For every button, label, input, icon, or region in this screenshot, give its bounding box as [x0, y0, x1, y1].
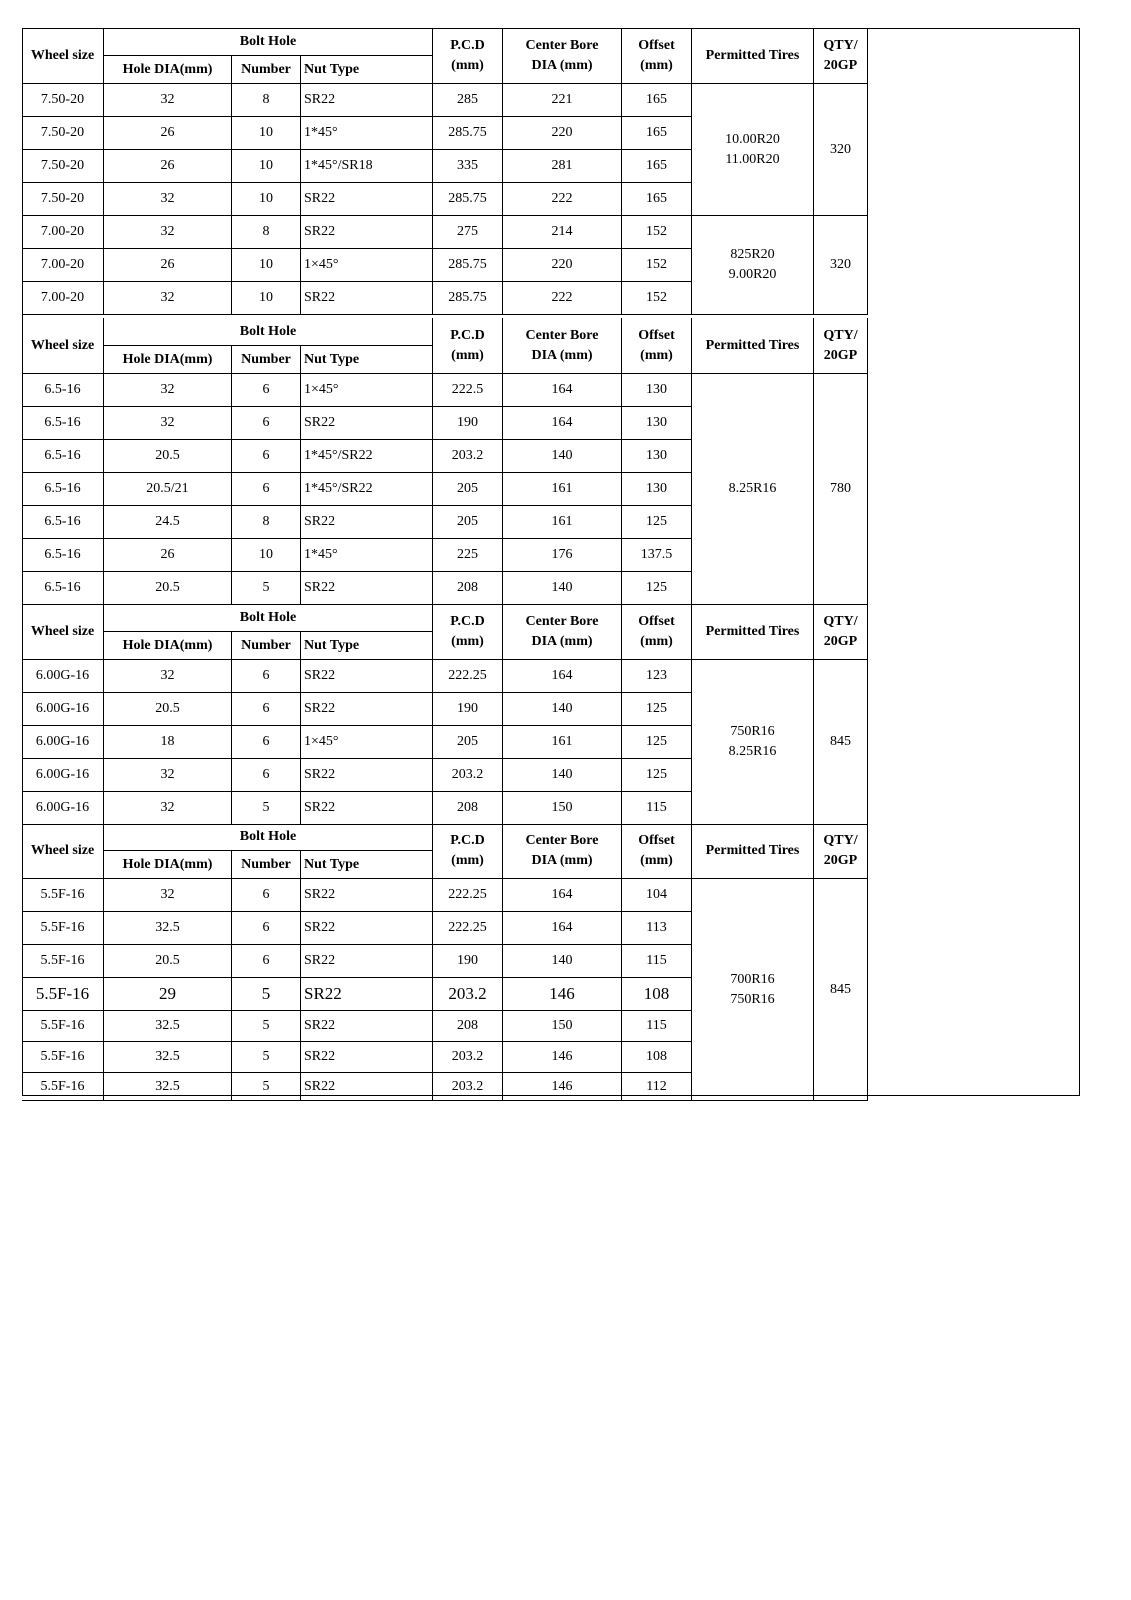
cell-hole-dia: 20.5: [104, 572, 232, 605]
cell-nut-type: 1*45°/SR22: [301, 473, 433, 506]
cell-nut-type: 1*45°: [301, 539, 433, 572]
cell-offset: 165: [622, 84, 692, 117]
cell-center-bore: 146: [503, 1073, 622, 1101]
header-number: Number: [232, 851, 301, 879]
permitted-tires-cell: 750R16 8.25R16: [692, 660, 814, 825]
cell-hole-dia: 26: [104, 117, 232, 150]
cell-number: 6: [232, 407, 301, 440]
cell-number: 6: [232, 945, 301, 978]
cell-hole-dia: 32: [104, 407, 232, 440]
cell-number: 6: [232, 374, 301, 407]
header-center-bore: Center Bore DIA (mm): [503, 823, 622, 879]
cell-hole-dia: 32: [104, 879, 232, 912]
cell-pcd: 205: [433, 473, 503, 506]
cell-wheel-size: 7.50-20: [22, 150, 104, 183]
cell-offset: 108: [622, 978, 692, 1011]
cell-offset: 152: [622, 282, 692, 315]
qty-cell: 320: [814, 216, 868, 315]
cell-wheel-size: 6.5-16: [22, 539, 104, 572]
header-pcd: P.C.D (mm): [433, 28, 503, 84]
cell-nut-type: 1*45°/SR22: [301, 440, 433, 473]
cell-number: 6: [232, 726, 301, 759]
cell-center-bore: 140: [503, 693, 622, 726]
permitted-tires-cell: 8.25R16: [692, 374, 814, 605]
header-bolt-hole: Bolt Hole: [104, 28, 433, 56]
cell-offset: 112: [622, 1073, 692, 1101]
cell-pcd: 205: [433, 506, 503, 539]
cell-center-bore: 222: [503, 282, 622, 315]
cell-pcd: 222.25: [433, 879, 503, 912]
cell-number: 10: [232, 117, 301, 150]
cell-pcd: 203.2: [433, 1073, 503, 1101]
qty-cell: 320: [814, 84, 868, 216]
cell-center-bore: 164: [503, 912, 622, 945]
header-qty: QTY/ 20GP: [814, 604, 868, 660]
cell-wheel-size: 6.00G-16: [22, 660, 104, 693]
cell-number: 6: [232, 693, 301, 726]
cell-nut-type: SR22: [301, 84, 433, 117]
cell-wheel-size: 6.00G-16: [22, 759, 104, 792]
cell-center-bore: 176: [503, 539, 622, 572]
cell-number: 10: [232, 282, 301, 315]
header-offset: Offset (mm): [622, 318, 692, 374]
cell-pcd: 203.2: [433, 440, 503, 473]
cell-wheel-size: 5.5F-16: [22, 945, 104, 978]
cell-number: 5: [232, 1073, 301, 1101]
cell-nut-type: 1×45°: [301, 726, 433, 759]
header-offset: Offset (mm): [622, 28, 692, 84]
cell-offset: 125: [622, 693, 692, 726]
cell-center-bore: 140: [503, 759, 622, 792]
header-pcd: P.C.D (mm): [433, 318, 503, 374]
cell-center-bore: 140: [503, 440, 622, 473]
cell-pcd: 222.25: [433, 660, 503, 693]
header-wheel-size: Wheel size: [22, 823, 104, 879]
cell-wheel-size: 6.00G-16: [22, 693, 104, 726]
header-nut-type: Nut Type: [301, 632, 433, 660]
cell-offset: 152: [622, 216, 692, 249]
cell-nut-type: 1×45°: [301, 374, 433, 407]
cell-hole-dia: 18: [104, 726, 232, 759]
cell-nut-type: SR22: [301, 1042, 433, 1073]
cell-wheel-size: 5.5F-16: [22, 1011, 104, 1042]
cell-hole-dia: 26: [104, 539, 232, 572]
cell-hole-dia: 26: [104, 249, 232, 282]
cell-center-bore: 161: [503, 473, 622, 506]
cell-nut-type: SR22: [301, 978, 433, 1011]
cell-nut-type: SR22: [301, 1011, 433, 1042]
cell-pcd: 208: [433, 1011, 503, 1042]
header-nut-type: Nut Type: [301, 56, 433, 84]
cell-pcd: 285.75: [433, 117, 503, 150]
cell-offset: 125: [622, 726, 692, 759]
cell-pcd: 285.75: [433, 282, 503, 315]
cell-wheel-size: 6.5-16: [22, 407, 104, 440]
cell-hole-dia: 20.5: [104, 440, 232, 473]
cell-pcd: 335: [433, 150, 503, 183]
header-qty: QTY/ 20GP: [814, 28, 868, 84]
cell-wheel-size: 6.5-16: [22, 473, 104, 506]
cell-nut-type: SR22: [301, 506, 433, 539]
qty-cell: 845: [814, 660, 868, 825]
cell-center-bore: 140: [503, 945, 622, 978]
header-bolt-hole: Bolt Hole: [104, 823, 433, 851]
cell-wheel-size: 6.00G-16: [22, 726, 104, 759]
cell-hole-dia: 26: [104, 150, 232, 183]
cell-hole-dia: 29: [104, 978, 232, 1011]
cell-nut-type: SR22: [301, 912, 433, 945]
cell-offset: 125: [622, 759, 692, 792]
cell-offset: 130: [622, 440, 692, 473]
cell-offset: 130: [622, 374, 692, 407]
cell-number: 10: [232, 539, 301, 572]
cell-offset: 165: [622, 150, 692, 183]
cell-offset: 104: [622, 879, 692, 912]
cell-number: 6: [232, 912, 301, 945]
header-hole-dia: Hole DIA(mm): [104, 851, 232, 879]
qty-cell: 845: [814, 879, 868, 1101]
cell-wheel-size: 7.00-20: [22, 249, 104, 282]
cell-number: 5: [232, 792, 301, 825]
cell-hole-dia: 32: [104, 282, 232, 315]
cell-number: 5: [232, 1042, 301, 1073]
cell-center-bore: 220: [503, 117, 622, 150]
cell-wheel-size: 5.5F-16: [22, 879, 104, 912]
cell-center-bore: 164: [503, 407, 622, 440]
cell-number: 6: [232, 440, 301, 473]
cell-number: 6: [232, 473, 301, 506]
permitted-tires-cell: 700R16 750R16: [692, 879, 814, 1101]
cell-hole-dia: 20.5: [104, 945, 232, 978]
header-offset: Offset (mm): [622, 604, 692, 660]
header-bolt-hole: Bolt Hole: [104, 318, 433, 346]
cell-pcd: 285: [433, 84, 503, 117]
cell-center-bore: 164: [503, 879, 622, 912]
cell-pcd: 190: [433, 693, 503, 726]
cell-nut-type: SR22: [301, 792, 433, 825]
cell-hole-dia: 32.5: [104, 1011, 232, 1042]
header-pcd: P.C.D (mm): [433, 823, 503, 879]
cell-number: 8: [232, 84, 301, 117]
cell-nut-type: SR22: [301, 759, 433, 792]
cell-number: 10: [232, 183, 301, 216]
cell-center-bore: 214: [503, 216, 622, 249]
cell-number: 6: [232, 879, 301, 912]
header-pcd: P.C.D (mm): [433, 604, 503, 660]
cell-nut-type: SR22: [301, 183, 433, 216]
header-hole-dia: Hole DIA(mm): [104, 56, 232, 84]
header-qty: QTY/ 20GP: [814, 823, 868, 879]
header-wheel-size: Wheel size: [22, 318, 104, 374]
cell-pcd: 222.25: [433, 912, 503, 945]
cell-nut-type: SR22: [301, 660, 433, 693]
cell-center-bore: 161: [503, 506, 622, 539]
cell-wheel-size: 7.50-20: [22, 183, 104, 216]
cell-hole-dia: 32.5: [104, 1042, 232, 1073]
wheel-image-column: [868, 28, 1080, 1096]
cell-offset: 165: [622, 183, 692, 216]
cell-number: 5: [232, 572, 301, 605]
cell-center-bore: 164: [503, 660, 622, 693]
cell-pcd: 203.2: [433, 1042, 503, 1073]
cell-offset: 165: [622, 117, 692, 150]
header-nut-type: Nut Type: [301, 346, 433, 374]
header-center-bore: Center Bore DIA (mm): [503, 604, 622, 660]
header-nut-type: Nut Type: [301, 851, 433, 879]
cell-hole-dia: 32: [104, 183, 232, 216]
cell-center-bore: 140: [503, 572, 622, 605]
cell-wheel-size: 5.5F-16: [22, 978, 104, 1011]
cell-center-bore: 146: [503, 1042, 622, 1073]
cell-wheel-size: 6.5-16: [22, 374, 104, 407]
cell-pcd: 285.75: [433, 183, 503, 216]
cell-pcd: 205: [433, 726, 503, 759]
cell-number: 8: [232, 506, 301, 539]
header-bolt-hole: Bolt Hole: [104, 604, 433, 632]
cell-pcd: 222.5: [433, 374, 503, 407]
cell-center-bore: 164: [503, 374, 622, 407]
cell-nut-type: SR22: [301, 407, 433, 440]
cell-pcd: 203.2: [433, 978, 503, 1011]
cell-center-bore: 221: [503, 84, 622, 117]
cell-hole-dia: 32.5: [104, 912, 232, 945]
cell-center-bore: 281: [503, 150, 622, 183]
cell-hole-dia: 20.5: [104, 693, 232, 726]
cell-nut-type: SR22: [301, 945, 433, 978]
cell-pcd: 208: [433, 792, 503, 825]
cell-nut-type: SR22: [301, 216, 433, 249]
cell-offset: 115: [622, 792, 692, 825]
cell-nut-type: SR22: [301, 693, 433, 726]
cell-offset: 152: [622, 249, 692, 282]
cell-hole-dia: 32: [104, 216, 232, 249]
cell-pcd: 208: [433, 572, 503, 605]
cell-nut-type: SR22: [301, 879, 433, 912]
cell-wheel-size: 6.5-16: [22, 572, 104, 605]
header-center-bore: Center Bore DIA (mm): [503, 318, 622, 374]
cell-wheel-size: 5.5F-16: [22, 912, 104, 945]
cell-hole-dia: 32: [104, 759, 232, 792]
cell-offset: 115: [622, 1011, 692, 1042]
header-offset: Offset (mm): [622, 823, 692, 879]
cell-wheel-size: 5.5F-16: [22, 1042, 104, 1073]
cell-wheel-size: 6.5-16: [22, 440, 104, 473]
header-permitted-tires: Permitted Tires: [692, 823, 814, 879]
cell-center-bore: 146: [503, 978, 622, 1011]
cell-nut-type: 1*45°: [301, 117, 433, 150]
cell-wheel-size: 7.50-20: [22, 84, 104, 117]
cell-nut-type: SR22: [301, 572, 433, 605]
cell-number: 8: [232, 216, 301, 249]
cell-number: 6: [232, 660, 301, 693]
cell-offset: 130: [622, 473, 692, 506]
cell-hole-dia: 32: [104, 660, 232, 693]
cell-hole-dia: 24.5: [104, 506, 232, 539]
cell-number: 6: [232, 759, 301, 792]
cell-number: 5: [232, 978, 301, 1011]
permitted-tires-cell: 10.00R20 11.00R20: [692, 84, 814, 216]
cell-number: 5: [232, 1011, 301, 1042]
cell-wheel-size: 6.00G-16: [22, 792, 104, 825]
cell-offset: 123: [622, 660, 692, 693]
cell-wheel-size: 6.5-16: [22, 506, 104, 539]
permitted-tires-cell: 825R20 9.00R20: [692, 216, 814, 315]
cell-nut-type: 1*45°/SR18: [301, 150, 433, 183]
cell-pcd: 190: [433, 945, 503, 978]
cell-pcd: 275: [433, 216, 503, 249]
header-number: Number: [232, 346, 301, 374]
cell-hole-dia: 32: [104, 84, 232, 117]
cell-center-bore: 220: [503, 249, 622, 282]
cell-hole-dia: 20.5/21: [104, 473, 232, 506]
wheel-spec-table: [22, 28, 1080, 1096]
cell-pcd: 190: [433, 407, 503, 440]
cell-offset: 113: [622, 912, 692, 945]
cell-hole-dia: 32.5: [104, 1073, 232, 1101]
cell-wheel-size: 7.00-20: [22, 216, 104, 249]
cell-wheel-size: 7.00-20: [22, 282, 104, 315]
cell-center-bore: 150: [503, 792, 622, 825]
cell-hole-dia: 32: [104, 374, 232, 407]
cell-offset: 137.5: [622, 539, 692, 572]
cell-center-bore: 222: [503, 183, 622, 216]
header-permitted-tires: Permitted Tires: [692, 604, 814, 660]
cell-offset: 115: [622, 945, 692, 978]
header-wheel-size: Wheel size: [22, 604, 104, 660]
header-center-bore: Center Bore DIA (mm): [503, 28, 622, 84]
cell-wheel-size: 7.50-20: [22, 117, 104, 150]
header-permitted-tires: Permitted Tires: [692, 28, 814, 84]
header-hole-dia: Hole DIA(mm): [104, 346, 232, 374]
cell-offset: 108: [622, 1042, 692, 1073]
cell-hole-dia: 32: [104, 792, 232, 825]
cell-offset: 125: [622, 506, 692, 539]
cell-wheel-size: 5.5F-16: [22, 1073, 104, 1101]
cell-pcd: 203.2: [433, 759, 503, 792]
cell-nut-type: 1×45°: [301, 249, 433, 282]
header-number: Number: [232, 56, 301, 84]
header-number: Number: [232, 632, 301, 660]
qty-cell: 780: [814, 374, 868, 605]
cell-number: 10: [232, 249, 301, 282]
header-hole-dia: Hole DIA(mm): [104, 632, 232, 660]
cell-offset: 130: [622, 407, 692, 440]
cell-nut-type: SR22: [301, 1073, 433, 1101]
cell-pcd: 225: [433, 539, 503, 572]
cell-center-bore: 150: [503, 1011, 622, 1042]
cell-number: 10: [232, 150, 301, 183]
header-permitted-tires: Permitted Tires: [692, 318, 814, 374]
cell-pcd: 285.75: [433, 249, 503, 282]
cell-nut-type: SR22: [301, 282, 433, 315]
cell-center-bore: 161: [503, 726, 622, 759]
cell-offset: 125: [622, 572, 692, 605]
header-wheel-size: Wheel size: [22, 28, 104, 84]
header-qty: QTY/ 20GP: [814, 318, 868, 374]
